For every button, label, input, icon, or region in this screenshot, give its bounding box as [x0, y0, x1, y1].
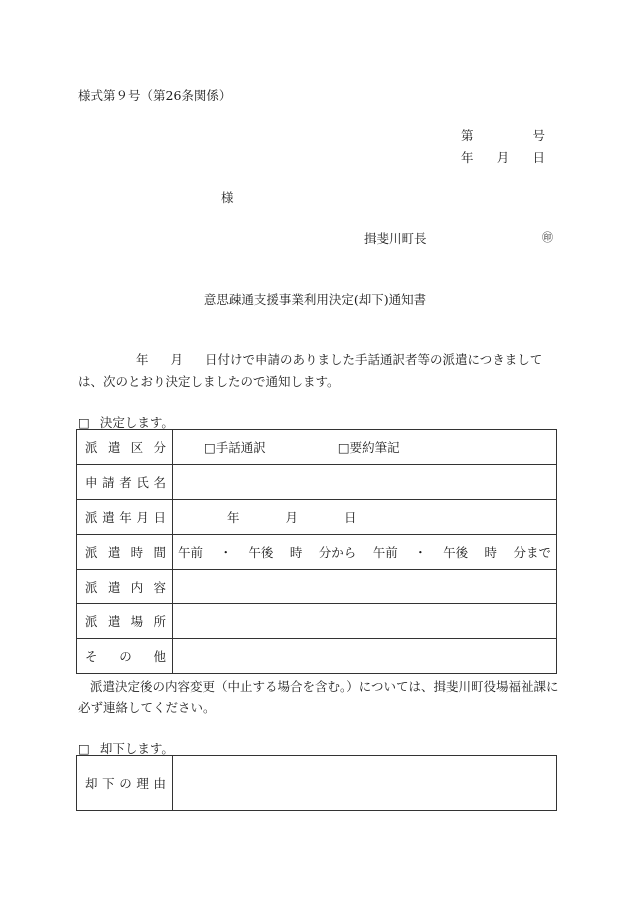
dispatch-type-cell	[173, 430, 557, 465]
label-char: 派	[85, 579, 98, 595]
label-char: の	[119, 649, 132, 665]
dispatch-content-label	[77, 569, 173, 604]
applicant-name-field[interactable]	[173, 464, 557, 499]
change-notice: 派遣決定後の内容変更（中止する場合を含む。）については、揖斐川町役場福祉課に必ず連絡してください。	[78, 679, 559, 715]
label-char: 派	[85, 439, 98, 455]
rejection-checkbox[interactable]: □	[78, 741, 90, 756]
label-char: 名	[153, 474, 166, 490]
addressee: 様	[221, 190, 234, 205]
label-char: 時	[130, 544, 144, 560]
time-part: 時	[289, 544, 303, 560]
label-char: 年	[119, 509, 132, 525]
time-part: ・	[414, 544, 427, 560]
sign-language-option[interactable]: □手話通訳	[204, 439, 266, 455]
document-number	[461, 126, 545, 144]
decision-table	[76, 429, 557, 674]
label-char: 却	[85, 776, 98, 791]
label-char: 由	[153, 776, 166, 791]
issuer: 揖斐川町長	[364, 231, 427, 246]
label-char: 分	[153, 439, 166, 455]
issue-date	[461, 148, 545, 166]
label-char: 遣	[107, 614, 121, 630]
label-char: 遣	[107, 579, 121, 595]
label-char: 氏	[136, 474, 149, 490]
other-field[interactable]	[173, 639, 557, 674]
label-char: 他	[153, 649, 166, 665]
label-char: 者	[119, 474, 132, 490]
label-char: 派	[85, 544, 98, 560]
label-char: 区	[130, 439, 144, 455]
number-suffix: 号	[532, 128, 545, 143]
label-char: 内	[130, 579, 144, 595]
table-row	[77, 569, 557, 604]
number-prefix: 第	[461, 128, 474, 143]
dispatch-place-field[interactable]	[173, 604, 557, 639]
table-row	[77, 639, 557, 674]
decision-checkbox[interactable]: □	[78, 415, 90, 430]
label-char: の	[119, 776, 132, 791]
dispatch-place-label	[77, 604, 173, 639]
issue-year: 年	[461, 150, 474, 165]
summary-writing-option[interactable]: □要約筆記	[337, 439, 400, 455]
rejection-reason-field[interactable]	[173, 756, 557, 811]
document-title: 意思疎通支援事業利用決定(却下)通知書	[203, 292, 427, 307]
other-label	[77, 639, 173, 674]
label-char: 理	[136, 776, 149, 791]
label-char: 申	[85, 474, 98, 490]
dispatch-date-field[interactable]	[173, 499, 557, 534]
label-char: 月	[136, 509, 149, 525]
table-row	[77, 604, 557, 639]
label-char: 間	[153, 544, 166, 560]
applicant-name-label	[77, 464, 173, 499]
label-char: 遣	[107, 544, 121, 560]
issue-month: 月	[496, 150, 510, 165]
table-row	[77, 464, 557, 499]
intro-month: 月	[170, 352, 184, 367]
table-row	[77, 499, 557, 534]
time-part: ・	[219, 544, 232, 560]
seal-icon: ㊞	[542, 231, 553, 244]
label-char: 日	[153, 509, 166, 525]
dispatch-time-label	[77, 534, 173, 569]
decision-label: 決定します。	[99, 415, 174, 430]
label-char: 派	[85, 509, 98, 525]
time-part: 午前	[178, 544, 204, 560]
label-char: 遣	[102, 509, 115, 525]
intro-year: 年	[136, 352, 149, 367]
intro-paragraph	[78, 349, 558, 393]
time-part: 分まで	[513, 544, 551, 560]
dispatch-time-field[interactable]	[173, 534, 557, 569]
label-char: 請	[102, 474, 115, 490]
dispatch-month: 月	[285, 509, 299, 525]
time-part: 分から	[318, 544, 357, 560]
dispatch-content-field[interactable]	[173, 569, 557, 604]
time-part: 午後	[443, 544, 469, 560]
label-char: 派	[85, 614, 98, 630]
dispatch-day: 日	[344, 509, 357, 525]
rejection-table	[76, 755, 557, 811]
table-row	[77, 756, 557, 811]
table-row	[77, 534, 557, 569]
dispatch-type-label	[77, 430, 173, 465]
dispatch-year: 年	[227, 509, 240, 525]
table-row	[77, 430, 557, 465]
time-part: 午後	[248, 544, 274, 560]
dispatch-date-label	[77, 499, 173, 534]
time-part: 午前	[372, 544, 398, 560]
rejection-reason-label	[77, 756, 173, 811]
label-char: 下	[102, 776, 115, 791]
label-char: 場	[130, 614, 144, 630]
intro-text: 日付けで申請のありました手話通訳者等の派遣につきましては、次のとおり決定しましたので通知します。	[78, 352, 543, 389]
time-part: 時	[484, 544, 498, 560]
form-number: 様式第９号（第26条関係）	[78, 88, 232, 103]
label-char: そ	[85, 649, 98, 665]
label-char: 遣	[107, 439, 121, 455]
label-char: 所	[153, 614, 166, 630]
issue-day: 日	[532, 150, 545, 165]
rejection-label: 却下します。	[99, 741, 174, 756]
label-char: 容	[153, 579, 166, 595]
